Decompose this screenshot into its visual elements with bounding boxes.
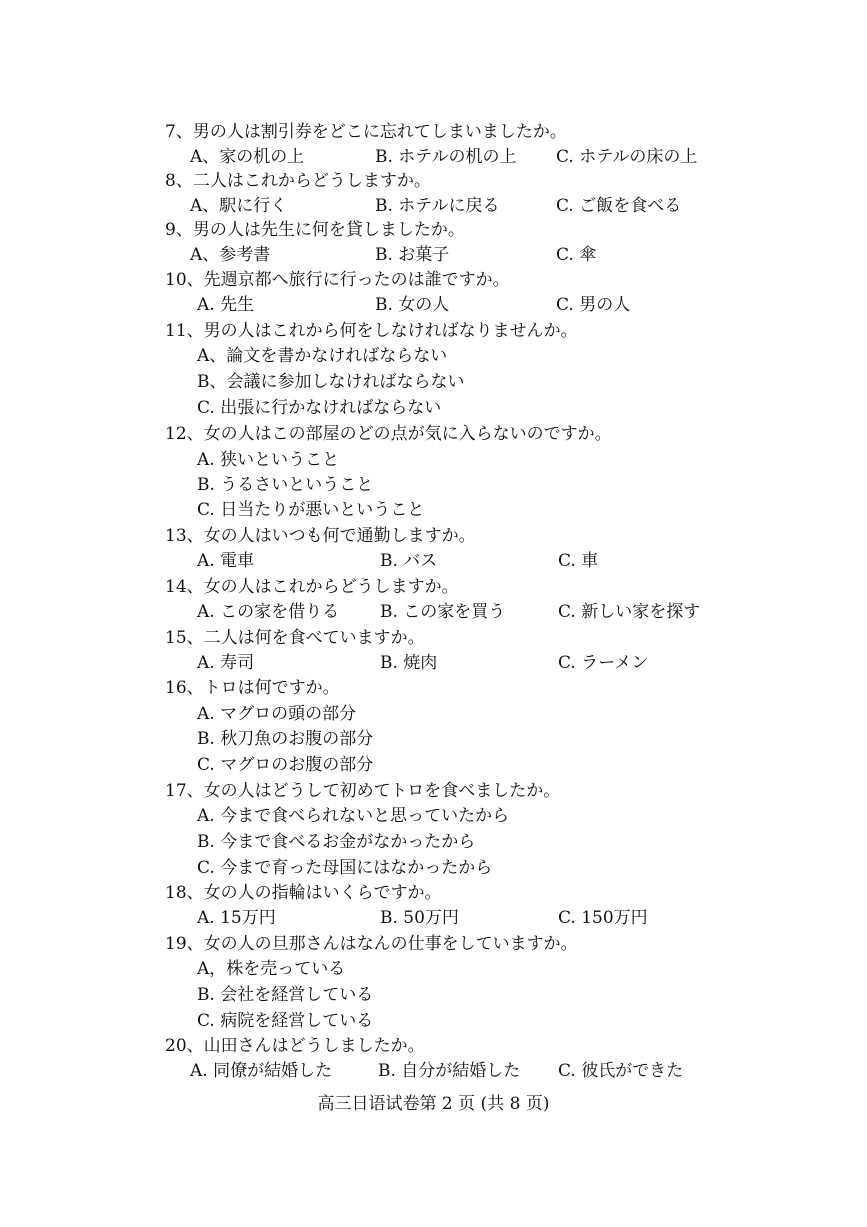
question-11-stem: 11、男の人はこれから何をしなければなりませんか。 (165, 321, 578, 341)
question-12-option-b: B. うるさいということ (197, 475, 374, 495)
question-10-option-b: B. 女の人 (375, 295, 450, 315)
question-9-stem: 9、男の人は先生に何を貸しましたか。 (165, 220, 465, 240)
question-12-option-a: A. 狭いということ (197, 450, 340, 470)
question-7-option-c: C. ホテルの床の上 (556, 147, 698, 167)
question-9-option-c: C. 傘 (556, 245, 597, 265)
question-17-stem: 17、女の人はどうして初めてトロを食べましたか。 (165, 781, 561, 801)
question-11-option-c: C. 出張に行かなければならない (197, 398, 442, 418)
question-11-option-a: A、論文を書かなければならない (197, 346, 448, 366)
question-13-option-a: A. 電車 (197, 551, 255, 571)
question-13-option-c: C. 車 (558, 551, 599, 571)
question-14-option-b: B. この家を買う (380, 602, 506, 622)
question-14-option-c: C. 新しい家を探す (558, 602, 701, 622)
question-17-option-b: B. 今まで食べるお金がなかったから (197, 832, 476, 852)
question-20-option-b: B. 自分が結婚した (378, 1061, 521, 1081)
question-12-option-c: C. 日当たりが悪いということ (197, 500, 425, 520)
question-11-option-b: B、会議に参加しなければならない (197, 372, 465, 392)
question-16-stem: 16、トロは何ですか。 (165, 678, 340, 698)
page-footer: 高三日语试卷第 2 页 (共 8 页) (317, 1094, 550, 1114)
question-15-option-c: C. ラーメン (558, 653, 649, 673)
question-15-option-b: B. 焼肉 (380, 653, 438, 673)
question-20-option-a: A. 同僚が結婚した (190, 1061, 333, 1081)
question-13-option-b: B. バス (380, 551, 438, 571)
question-15-option-a: A. 寿司 (197, 653, 255, 673)
question-18-option-c: C. 150万円 (558, 908, 648, 928)
question-8-option-a: A、駅に行く (190, 196, 288, 216)
question-16-option-b: B. 秋刀魚のお腹の部分 (197, 729, 374, 749)
question-17-option-c: C. 今まで育った母国にはなかったから (197, 858, 493, 878)
question-20-option-c: C. 彼氏ができた (558, 1061, 684, 1081)
question-19-stem: 19、女の人の旦那さんはなんの仕事をしていますか。 (165, 934, 578, 954)
question-17-option-a: A. 今まで食べられないと思っていたから (197, 806, 510, 826)
question-9-option-b: B. お菓子 (375, 245, 450, 265)
question-19-option-c: C. 病院を経営している (197, 1011, 374, 1031)
question-10-option-c: C. 男の人 (556, 295, 631, 315)
question-18-stem: 18、女の人の指輪はいくらですか。 (165, 883, 442, 903)
question-13-stem: 13、女の人はいつも何で通勤しますか。 (165, 526, 476, 546)
question-7-option-a: A、家の机の上 (190, 147, 305, 167)
question-8-stem: 8、二人はこれからどうしますか。 (165, 171, 431, 191)
question-18-option-a: A. 15万円 (197, 908, 276, 928)
question-7-stem: 7、男の人は割引券をどこに忘れてしまいましたか。 (165, 122, 567, 142)
question-19-option-b: B. 会社を経営している (197, 985, 374, 1005)
question-12-stem: 12、女の人はこの部屋のどの点が気に入らないのですか。 (165, 424, 612, 444)
question-20-stem: 20、山田さんはどうしましたか。 (165, 1036, 425, 1056)
question-14-option-a: A. この家を借りる (197, 602, 340, 622)
question-14-stem: 14、女の人はこれからどうしますか。 (165, 577, 459, 597)
question-16-option-c: C. マグロのお腹の部分 (197, 755, 374, 775)
question-18-option-b: B. 50万円 (380, 908, 459, 928)
question-19-option-a: A，株を売っている (197, 959, 346, 979)
question-7-option-b: B. ホテルの机の上 (375, 147, 517, 167)
question-10-option-a: A. 先生 (197, 295, 255, 315)
question-15-stem: 15、二人は何を食べていますか。 (165, 628, 425, 648)
question-10-stem: 10、先週京都へ旅行に行ったのは誰ですか。 (165, 270, 510, 290)
question-16-option-a: A. マグロの頭の部分 (197, 704, 357, 724)
question-8-option-b: B. ホテルに戻る (375, 196, 500, 216)
question-8-option-c: C. ご飯を食べる (556, 196, 682, 216)
question-9-option-a: A、参考書 (190, 245, 271, 265)
